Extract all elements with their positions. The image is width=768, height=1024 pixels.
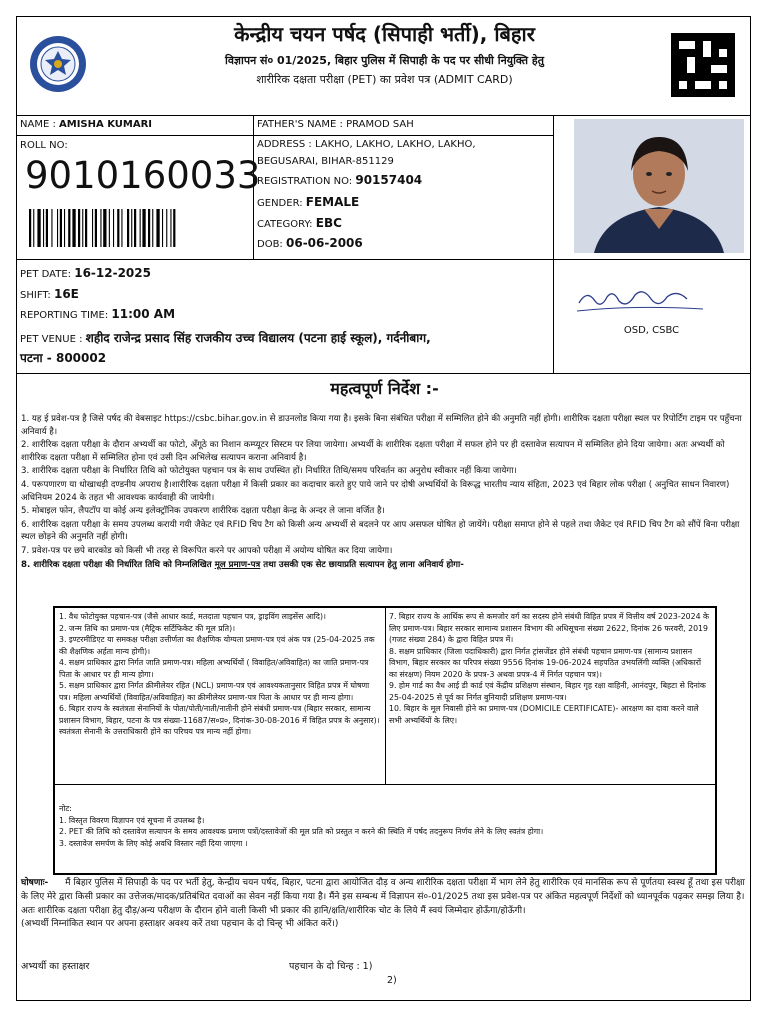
- document-item: 3. इण्टरमीडिएट या समकक्ष परीक्षा उत्तीर्णता का शैक्षणिक योग्यता प्रमाण-पत्र एवं अंक पत्र (25-04-2025 तक की शैक्षणिक अर्हता मान्य होगी)।: [59, 635, 375, 656]
- instructions-heading: महत्वपूर्ण निर्देश :-: [330, 379, 439, 398]
- instruction-item: 2. शारीरिक दक्षता परीक्षा के दौरान अभ्यर्थी का फोटो, अँगूठे का निशान कम्प्यूटर सिस्टम पर लिया जायेगा। अभ्यर्थी के शारीरिक दक्षता परीक्षा में सफल होने पर ही दस्तावेज सत्यापन में सम्मिलित होने दिया जायेगा। अतः अभ्यर्थी को शारीरिक दक्षता परीक्षा में सम्मिलित होना एवं उसी दिन अभिलेख सत्यापन कराना अनिवार्य है।: [21, 440, 725, 463]
- note-item: 2. PET की तिथि को दस्तावेज सत्यापन के समय आवश्यक प्रमाण पत्रों/दस्तावेजों की मूल प्रति को प्रस्तुत न करने की स्थिति में पर्षद तदनुरूप निर्णय लेने के लिए स्वतंत्र होगा।: [59, 827, 544, 836]
- name-label: NAME :: [20, 119, 56, 130]
- item8-bold: मूल प्रमाण-पत्र: [214, 559, 261, 570]
- instruction-item: 3. शारीरिक दक्षता परीक्षा के निर्धारित तिथि को फोटोयुक्त पहचान पत्र के साथ उपस्थित हों। निर्धारित तिथि/समय परिवर्तन का अनुरोध स्वीकार नहीं किया जायेगा।: [21, 466, 517, 477]
- roll-number: 9010160033: [25, 154, 261, 197]
- declaration-text: मैं बिहार पुलिस में सिपाही के पद पर भर्ती हेतु, केन्द्रीय चयन पर्षद, बिहार, पटना द्वारा आयोजित दौड़ व अन्य शारीरिक दक्षता परीक्षा में भाग लेने हेतु शारीरिक एवं मानसिक रूप से पूर्णतया स्वस्थ हूँ तथा इस परीक्षा के लिए मेरे द्वारा किसी प्रकार का उत्तेजक/मादक/प्रतिबंधित दवाओं का सेवन नहीं किया गया है। मैंने इस सम्बन्ध में विज्ञापन सं०-01/2025 तथा इस प्रवेश-पत्र पर अंकित महत्वपूर्ण निर्देशों को ध्यानपूर्वक पढ़कर समझ लिया है। अतः शारीरिक दक्षता परीक्षा हेतु दौड़/अन्य परीक्षण के दौरान होने वाली किसी भी प्रकार की हानि/क्षति/शारीरिक चोट के लिये मैं स्वयं जिम्मेदार होऊँगा/होऊँगी।: [21, 878, 745, 916]
- registration-field: [257, 173, 422, 187]
- declaration-label: घोषणाः-: [21, 878, 49, 888]
- registration-number: 90157404: [355, 173, 423, 187]
- qr-code: [671, 33, 735, 97]
- venue-label: PET VENUE :: [20, 334, 83, 345]
- dob-value: 06-06-2006: [286, 236, 363, 250]
- instruction-item: 7. प्रवेश-पत्र पर छपे बारकोड को किसी भी तरह से विरूपित करने पर आपको परीक्षा में अयोग्य घोषित कर दिया जायेगा।: [21, 545, 393, 556]
- officer-designation: OSD, CSBC: [623, 325, 680, 336]
- document-item: 8. सक्षम प्राधिकार (जिला पदाधिकारी) द्वारा निर्गत ट्रांसजेंडर होने संबंधी पहचान प्रमाण-पत्र (सामान्य प्रशासन विभाग, बिहार सरकार का परिपत्र संख्या 9556 दिनांक 19-06-2024 सहपठित उभयलिंगी व्यक्ति (अधिकारों का संरक्षण) नियम 2020 के प्रपत्र-3 अथवा प्रपत्र-4 में निर्गत पहचान पत्र)।: [389, 646, 702, 679]
- instruction-item: 4. परूपणारण या धोखाधड़ी दण्डनीय अपराध है।शारीरिक दक्षता परीक्षा में किसी प्रकार का कदाचार करते हुए पाये जाने पर दोषी अभ्यर्थियों के विरूद्ध भारतीय न्याय संहिता, 2023 एवं बिहार लोक परीक्षा ( अनुचित साधन निवारण) अधिनियम 2024 के तहत भी आवश्यक कार्यवाही की जायेगी।: [21, 479, 730, 503]
- instruction-item: 5. मोबाइल फोन, लैपटॉप या कोई अन्य इलेक्ट्रॉनिक उपकरण शारीरिक दक्षता परीक्षा केन्द्र के अन्दर ले जाना वर्जित है।: [21, 506, 385, 517]
- board-title: केन्द्रीय चयन पर्षद (सिपाही भर्ती), बिहार: [234, 22, 535, 46]
- address-line2: BEGUSARAI, BIHAR-851129: [257, 156, 394, 167]
- category-field: [257, 216, 342, 230]
- instruction-item-8: [21, 559, 749, 572]
- gender-value: FEMALE: [305, 195, 360, 209]
- venue-line2: [20, 349, 106, 366]
- shift-label: SHIFT:: [20, 290, 51, 301]
- identification-mark-2: 2): [387, 975, 397, 986]
- instruction-item: 1. यह ई प्रवेश-पत्र है जिसे पर्षद की वेबसाइट https://csbc.bihar.gov.in से डाउनलोड किया गया है। इसके बिना संबंधित परीक्षा में सम्मिलित होने की अनुमति नहीं होगी। शारीरिक दक्षता परीक्षा स्थल पर रिपोर्टिंग टाइम पर पहुँचना अनिवार्य है।: [21, 414, 742, 437]
- document-item: 7. बिहार राज्य के आर्थिक रूप से कमजोर वर्ग का सदस्य होने संबंधी विहित प्रपत्र में वित्तीय वर्ष 2023-2024 के लिए प्रमाण-पत्र। बिहार सरकार सामान्य प्रशासन विभाग की अधिसूचना संख्या 2622, दिनांक 26 फरवरी, 2019 (गजट संख्या 284) के द्वारा विहित प्रपत्र में।: [389, 612, 710, 644]
- admit-card: [16, 16, 751, 1001]
- shift-field: [20, 287, 79, 301]
- documents-right: [389, 611, 711, 726]
- gender-label: GENDER:: [257, 198, 303, 209]
- instruction-item: 6. शारीरिक दक्षता परीक्षा के समय उपलब्ध करायी गयी जैकेट एवं RFID चिप टैग को किसी अन्य अभ्यर्थी से बदलने पर आप असफल घोषित हो जायेंगे। परीक्षा समाप्त होने से पहले तथा जैकेट एवं RFID चिप टैग को सौंपें बिना परीक्षा स्थल छोड़ने की अनुमति नहीं होगी।: [21, 519, 740, 543]
- candidate-photo: [574, 119, 744, 253]
- gender-field: [257, 195, 359, 209]
- item8-prefix: 8. शारीरिक दक्षता परीक्षा की निर्धारित तिथि को निम्नलिखित: [21, 559, 215, 570]
- document-item: 1. वैध फोटोयुक्त पहचान-पत्र (जैसे आधार कार्ड, मतदाता पहचान पत्र, ड्राइविंग लाइसेंस आदि)।: [59, 612, 326, 621]
- reporting-field: [20, 307, 175, 321]
- note-item: 3. दस्तावेज समर्पण के लिए कोई अवधि विस्तार नहीं दिया जाएगा ।: [59, 838, 248, 848]
- registration-label: REGISTRATION NO:: [257, 176, 353, 187]
- venue-value-2: पटना - 800002: [20, 351, 107, 365]
- category-label: CATEGORY:: [257, 219, 313, 230]
- dob-label: DOB:: [257, 239, 283, 250]
- address-value-1: LAKHO, LAKHO, LAKHO, LAKHO,: [314, 139, 476, 150]
- instructions-list: [21, 413, 749, 572]
- candidate-signature-label: अभ्यर्थी का हस्ताक्षर: [21, 961, 90, 972]
- officer-signature: [573, 279, 713, 319]
- name-field: [20, 119, 152, 130]
- documents-left: [59, 611, 381, 738]
- venue-value-1: शहीद राजेन्द्र प्रसाद सिंह राजकीय उच्च विद्यालय (पटना हाई स्कूल), गर्दनीबाग,: [85, 331, 431, 345]
- pet-date-label: PET DATE:: [20, 269, 72, 280]
- venue-field: [20, 329, 431, 346]
- category-value: EBC: [315, 216, 342, 230]
- item8-suffix: तथा उसकी एक सेट छायाप्रति सत्यापन हेतु लाना अनिवार्य होगा-: [260, 559, 464, 570]
- candidate-name: AMISHA KUMARI: [59, 119, 153, 130]
- father-field: [257, 119, 414, 130]
- shift-value: 16E: [53, 287, 79, 301]
- admit-card-subtitle: शारीरिक दक्षता परीक्षा (PET) का प्रवेश पत्र (ADMIT CARD): [256, 73, 513, 86]
- note-label: नोट:: [59, 804, 72, 813]
- address-line1: [257, 139, 476, 150]
- barcode: [29, 209, 229, 247]
- identification-marks-label: पहचान के दो चिन्ह : 1): [289, 961, 373, 972]
- document-item: 9. होम गार्ड का वैध आई डी कार्ड एवं केंद्रीय प्रशिक्षण संस्थान, बिहार गृह रक्षा वाहिनी, आनंदपुर, बिहटा से दिनांक 25-04-2025 से पूर्व का निर्गत बुनियादी प्रशिक्षण प्रमाण-पत्र।: [389, 681, 706, 702]
- dob-field: [257, 236, 363, 250]
- roll-label: ROLL NO:: [20, 140, 68, 151]
- pet-date-value: 16-12-2025: [74, 266, 151, 280]
- document-item: 5. सक्षम प्राधिकार द्वारा निर्गत क्रीमीलेयर रहित (NCL) प्रमाण-पत्र एवं आवश्यकतानुसार विहित प्रपत्र में घोषणा पत्र। महिला अभ्यर्थियों (विवाहित/अविवाहित) का क्रीमीलेयर प्रमाण-पत्र पिता के आधार पर ही मान्य होगा।: [59, 681, 370, 702]
- documents-box: [53, 606, 717, 875]
- address-label: ADDRESS :: [257, 139, 312, 150]
- document-item: 2. जन्म तिथि का प्रमाण-पत्र (मैट्रिक सर्टिफिकेट की मूल प्रति)।: [59, 623, 236, 633]
- father-name: PRAMOD SAH: [346, 119, 414, 130]
- document-item: 10. बिहार के मूल निवासी होने का प्रमाण-पत्र (DOMICILE CERTIFICATE)- आरक्षण का दावा करने वाले सभी अभ्यर्थियों के लिए।: [389, 704, 699, 725]
- father-label: FATHER'S NAME :: [257, 119, 343, 130]
- declaration-instruction: (अभ्यर्थी निम्नांकित स्थान पर अपना हस्ताक्षर अवश्य करें तथा पहचान के दो चिन्ह् भी अंकित करें।): [21, 919, 339, 930]
- declaration: [21, 877, 749, 932]
- notes: [59, 803, 709, 849]
- document-item: 4. सक्षम प्राधिकार द्वारा निर्गत जाति प्रमाण-पत्र। महिला अभ्यर्थियों ( विवाहित/अविवाहित) का जाति प्रमाण-पत्र पिता के आधार पर ही मान्य होगा।: [59, 658, 369, 679]
- reporting-label: REPORTING TIME:: [20, 310, 109, 321]
- document-item: 6. बिहार राज्य के स्वतंत्रता सेनानियों के पोता/पोती/नाती/नातीनी होने संबंधी प्रमाण-पत्र (बिहार सरकार, सामान्य प्रशासन विभाग, बिहार, पटना के पत्र संख्या-11687/स०प्र०, दिनांक-30-08-2016 में विहित प्रपत्र के अनुसार)। स्वतंत्रता सेनानी के उत्तराधिकारी होने का परिचय पत्र मान्य नहीं होगा।: [59, 704, 380, 736]
- pet-date-field: [20, 266, 151, 280]
- note-item: 1. विस्तृत विवरण विज्ञापन एवं सूचना में उपलब्ध है।: [59, 815, 205, 825]
- reporting-value: 11:00 AM: [111, 307, 176, 321]
- advertisement-line: विज्ञापन सं० 01/2025, बिहार पुलिस में सिपाही के पद पर सीधी नियुक्ति हेतु: [224, 54, 545, 67]
